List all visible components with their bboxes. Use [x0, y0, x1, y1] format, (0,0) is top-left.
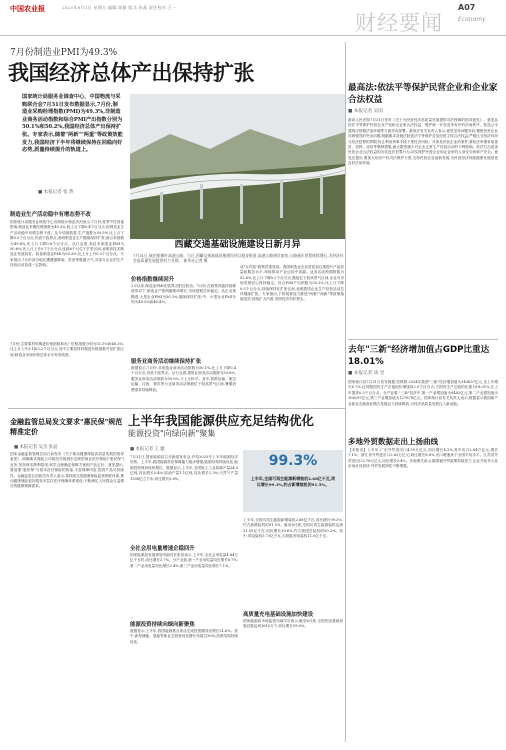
bottom-mid-body: 7月31日,国家能源局召开新闻发布会,介绍2025年上半年能源经济形势。上半年,我国能源供应保障能力稳步增强,能源结构持续优化,能源投资保持较快增长。数据显示,上半年,全国规上工业原煤产量24.0亿吨,同比增长5.4%;原油产量1.1亿吨,同比增长1.3%;天然气产量1308亿立方米,同比增长5.8%。 — [130, 455, 238, 481]
lead-paragraph: 国家统计局服务业调查中心、中国物流与采购联合会7月31日发布数据显示,7月份,制造业采购经理指数(PMI)为49.3%,非制造业商务活动指数和综合PMI产出指数分别为50.1%和50.2%,我国经济总体产出保持扩张。专家表示,随着"两新""两重"等政策效能发力,我国经济下半年将继续保持在回稳向好态势,质量持续提升的轨道上。 — [22, 94, 123, 154]
page-number: A07 — [458, 3, 476, 12]
bottom-mid-body-3: 数据显示,上半年,我国能源重点项目完成投资额同比增长21.6%。其中,新型储能、氢能等新业态投资同比增长均超过30%,投资结构持续优化。 — [130, 629, 238, 644]
stat-number: 99.3% — [268, 453, 318, 469]
news-photo — [130, 94, 345, 250]
header-rule — [0, 35, 506, 36]
section-title: 财经要闻 — [355, 11, 443, 35]
column-divider — [345, 42, 346, 742]
mid-column-body: 2月以来,制造业PMI在临界点附近波动。7月份,在政策效能持续释放带动下,制造业产需两端保持增长,市场预期总体稳定。从企业规模看,大型企业PMI为50.3%,继续保持扩张;中、小型企业PMI分别为48.5%和46.4%。 — [131, 284, 236, 305]
right-bottom-headline: 多地外贸数据走出上扬曲线 — [348, 437, 438, 446]
stat-text: 上半年,全国可再生能源新增装机2.68亿千瓦,同比增长99.3%,约占新增装机的91.5%。 — [250, 476, 336, 487]
right-top-byline: ■ 本报记者 吴雨 — [348, 109, 383, 114]
bottom-mid-body-2: 国家能源局发展规划司副司长张星表示,上半年,全社会用电量4.84万亿千瓦时,同比增长3.7%。分产业看,第一产业用电量同比增长8.7%,第二产业用电量同比增长2.4%,第三产业用电量同比增长7.1%。 — [130, 553, 238, 568]
mid-column-body-2: 数据显示,7月份,非制造业商务活动指数为50.1%,比上月下降0.4个百分点,仍高于临界点。从行业看,建筑业商务活动指数为50.6%;服务业商务活动指数为50.0%,与上月持平。其中,铁路运输、航空运输、住宿、餐饮等行业商务活动指数位于较高景气区间,暑期消费需求持续释放。 — [131, 366, 236, 392]
left-subhead: 制造业生产活动稳中有增态势不改 — [10, 212, 91, 218]
bottom-left-body: 国家金融监督管理总局日前发布《关于推动健康保险高质量发展的指导意见》,明确要求保险公司规范开展城市定制型商业医疗保险("惠民保")业务,坚持保本微利原则,科学合理确定保障方案和产品定价。意见提出,要加强"惠民保"与基本医疗保险的衔接,丰富保障内容,提高产品可持续性。金融监管总局相关负责人表示,将持续完善健康保险监管制度体系,推动健康保险更好服务多层次医疗保障体系建设,不断满足人民群众日益增长的健康保障需求。 — [10, 452, 124, 489]
right-mid-body: 国家统计局7月31日发布数据,经核算,2024年我国"三新"经济增加值为243657亿元,比上年增长6.7%,比同期国内生产总值现价增速高2.5个百分点;占国内生产总值的比重为18.01%,比上年提高0.3个百分点。分产业看,"三新"经济中,第一产业增加值为9482亿元,第二产业增加值为106297亿元,第三产业增加值为127878亿元。国家统计局有关负责人表示,数据显示我国新产业新业态新商业模式发展活力持续释放,为经济高质量发展注入新动能。 — [348, 380, 498, 406]
main-headline: 我国经济总体产出保持扩张 — [8, 61, 254, 85]
bottom-mid-subhead-3: 高质量充电基础设施加快建设 — [243, 612, 314, 618]
right-bottom-body: 【本报讯】上半年,广东外贸进出口4.55万亿元,同比增长4.2%,其中出口2.84万亿元,增长7.1%。浙江省外贸进出口2.82万亿元,同比增长6.8%,出口增速高于全国平均水平。江苏省外贸进出口2.76万亿元,同比增长3.4%。多地海关表示,随着稳外贸政策持续发力,企业开拓多元化市场步伐加快,外贸发展韧性不断增强。 — [348, 448, 498, 469]
right-mid-headline: 去年"三新"经济增加值占GDP比重达18.01% — [348, 345, 490, 367]
photo-title: 西藏交通基础设施建设日新月异 — [174, 240, 301, 250]
lead-byline: ■ 本报记者 张 然 — [38, 190, 74, 195]
bottom-right-col-body: 上半年,全国可再生能源新增装机2.68亿千瓦,同比增长99.3%,约占新增装机的91.5%。截至6月底,全国可再生能源装机达到21.59亿千瓦,同比增长30.6%,约占我国总装机的59.2%。其中,风电装机5.73亿千瓦,太阳能发电装机11.0亿千瓦。 — [243, 518, 343, 539]
page-header — [0, 0, 506, 40]
issue-meta: 2025年8月1日 星期五 编辑:陈颖 版式:张晶 责任校对:王一 — [62, 5, 177, 10]
bottom-left-byline: ■ 本报记者 吴杰 张晶 — [14, 445, 58, 450]
right-mid-byline: ■ 本报记者 谈 昱 — [348, 371, 385, 376]
newspaper-logo: 中国农业报 — [10, 4, 45, 13]
headline-kicker: 7月份制造业PMI为49.3% — [10, 48, 118, 58]
right-top-headline: 最高法:依法平等保护民营企业和企业家合法权益 — [348, 83, 498, 105]
left-column-body: 国家统计局服务业调查中心首席统计师赵庆河表示,7月份,受季节性因素影响,制造业采购经理指数为49.3%,较上月下降0.4个百分点,但制造业生产活动稳中有增态势不改。从分项指数看,生产指数为50.5%,比上月下降0.5个百分点,仍高于临界点,表明制造业生产继续保持扩张;新订单指数为49.4%,比上月下降0.8个百分点。从行业看,高技术制造业PMI为50.6%,比上月上升0.7个百分点,连续6个月位于扩张区间,表明高技术制造业发展向好。装备制造业PMI为50.3%,比上月上升0.2个百分点。专家指出,7月份部分地区遭遇强降雨、洪涝等极端天气,对部分企业的生产经营活动造成一定影响。 — [10, 220, 124, 268]
right-top-body: 最高人民法院7月31日发布《关于为民营经济高质量发展提供司法保障的指导意见》。意见从依法平等保护民营企业产权和企业家合法权益、维护统一开放竞争有序的市场秩序、营造公平透明可预期法治环境等方面作出部署。最高法有关负责人表示,意见坚持问题导向,聚焦民营企业反映强烈的突出问题,明确要求各级法院依法平等保护各类经营主体合法权益,严格区分经济纠纷与经济犯罪的界限,防止利用刑事手段干预经济纠纷。对涉及民营企业的案件,要依法审慎采取查封、扣押、冻结等强制措施,最大限度减少对企业正常生产经营活动的不利影响。依法打击侵害民营企业合法权益的各类违法犯罪行为,切实保护民营企业和企业家的人身安全和财产安全。意见还提出,要加大知识产权司法保护力度,支持民营企业创新发展,为民营经济持续健康发展营造良好法治环境。 — [348, 118, 498, 166]
left-column-body-2: 7月份,主要原材料购进价格指数和出厂价格指数分别为51.5%和48.3%,比上月上升3.1和2.2个百分点,其中主要原材料购进价格指数升至扩张区间,制造业市场价格总体水平有所改善。 — [10, 342, 124, 357]
mid-column-2-body: 成"反内卷"政策效果显现。我国制造业企业将更加注重提升产品质量和服务水平,持续推动产业迈向中高端。业务活动预期指数为52.6%,比上月下降0.2个百分点,继续位于较高景气区间,企业对市场发展信心保持稳定。综合PMI产出指数为50.2%,比上月下降0.5个百分点,持续保持在扩张区间,表明我国企业生产经营活动总体继续扩张。专家指出,下阶段要加力推进"两重""两新"等政策落地见效,持续扩大内需,巩固经济向好势头。 — [240, 265, 344, 302]
mid-subhead-service: 服务业商务活动继续保持扩张 — [131, 359, 202, 365]
bottom-mid-subhead-2: 能源投资持续向绿向新聚焦 — [130, 622, 195, 628]
bottom-mid-headline: 上半年我国能源供应充足结构优化 — [128, 413, 314, 428]
bottom-mid-subhead-1: 全社会用电量增速企稳回升 — [130, 546, 195, 552]
right-divider-1 — [348, 339, 498, 340]
bottom-divider — [8, 408, 345, 409]
stat-box — [243, 450, 343, 512]
highway-illustration — [130, 94, 345, 239]
bottom-left-headline: 金融监管总局发文要求"惠民保"规范精准定价 — [10, 418, 123, 436]
bottom-right-col-body-2: 国家能源局市场监管司副司长表示,截至6月底,全国充电基础设施总数达到1610万个,同比增长59.6%。 — [243, 619, 343, 629]
bottom-mid-byline: ■ 本报记者 王 璇 — [130, 447, 165, 452]
photo-credit: 7月31日,航拍的雅叶高速公路。当日,西藏交通基础设施建设项目稳步推进,高速公路建设加快,公路通车里程持续增长,为经济社会高质量发展提供有力支撑。 新华社记者 摄 — [133, 253, 344, 264]
section-subtitle: Economy — [458, 16, 486, 23]
mid-subhead-price: 价格指数继续回升 — [131, 277, 175, 283]
bottom-mid-subtitle: 能源投资"向绿向新"聚集 — [128, 429, 216, 438]
